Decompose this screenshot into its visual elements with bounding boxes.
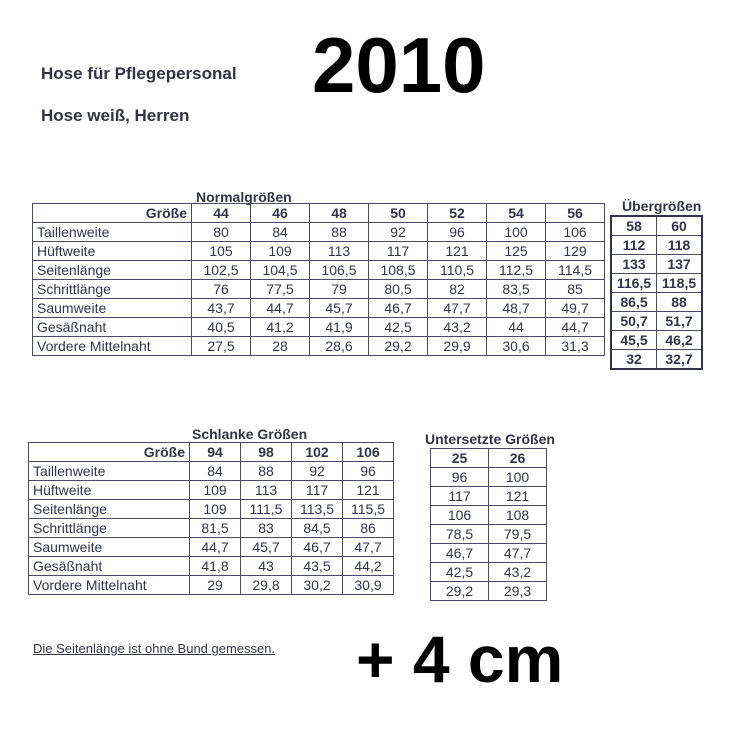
table-cell: 32,7 — [657, 350, 703, 370]
table-cell: 137 — [657, 255, 703, 274]
size-header: 46 — [251, 204, 310, 223]
row-label: Saumweite — [29, 538, 190, 557]
size-header: 106 — [343, 443, 394, 462]
table-row — [611, 255, 702, 274]
table-cell: 117 — [369, 242, 428, 261]
row-label: Schrittlänge — [29, 519, 190, 538]
table-cell: 82 — [428, 280, 487, 299]
size-header: 98 — [241, 443, 292, 462]
table-cell: 109 — [251, 242, 310, 261]
year-label: 2010 — [312, 21, 486, 109]
table-row — [431, 544, 547, 563]
table-cell: 129 — [546, 242, 605, 261]
table-cell: 121 — [489, 487, 547, 506]
size-header: 58 — [611, 216, 657, 236]
table-cell: 45,7 — [310, 299, 369, 318]
normal-sizes-table — [32, 203, 605, 356]
table-cell: 29,3 — [489, 582, 547, 601]
table-cell: 86,5 — [611, 293, 657, 312]
table-cell: 88 — [657, 293, 703, 312]
size-header: 44 — [192, 204, 251, 223]
size-header: 102 — [292, 443, 343, 462]
normal-caption: Normalgrößen — [196, 189, 292, 205]
table-cell: 44,7 — [251, 299, 310, 318]
table-cell: 84,5 — [292, 519, 343, 538]
table-row — [33, 261, 605, 280]
row-label: Vordere Mittelnaht — [33, 337, 192, 356]
table-cell: 112,5 — [487, 261, 546, 280]
table-row — [431, 506, 547, 525]
table-row — [33, 318, 605, 337]
table-cell: 79,5 — [489, 525, 547, 544]
table-row — [29, 500, 394, 519]
table-cell: 49,7 — [546, 299, 605, 318]
table-cell: 88 — [241, 462, 292, 481]
table-cell: 117 — [431, 487, 489, 506]
table-cell: 106,5 — [310, 261, 369, 280]
table-row — [33, 280, 605, 299]
table-cell: 125 — [487, 242, 546, 261]
table-row — [33, 337, 605, 356]
table-row — [431, 563, 547, 582]
stocky-caption: Untersetzte Größen — [425, 431, 555, 447]
table-cell: 105 — [192, 242, 251, 261]
table-row — [611, 331, 702, 350]
table-cell: 96 — [428, 223, 487, 242]
size-header: 26 — [489, 449, 547, 468]
table-header-row — [29, 443, 394, 462]
table-row — [611, 293, 702, 312]
table-cell: 92 — [292, 462, 343, 481]
table-row — [29, 538, 394, 557]
table-cell: 88 — [310, 223, 369, 242]
table-cell: 121 — [428, 242, 487, 261]
table-cell: 133 — [611, 255, 657, 274]
footnote: Die Seitenlänge ist ohne Bund gemessen. — [33, 641, 276, 656]
table-cell: 111,5 — [241, 500, 292, 519]
plus-4cm-label: + 4 cm — [356, 622, 564, 696]
table-cell: 83,5 — [487, 280, 546, 299]
table-row — [29, 481, 394, 500]
table-cell: 41,9 — [310, 318, 369, 337]
row-label: Vordere Mittelnaht — [29, 576, 190, 595]
table-row — [33, 223, 605, 242]
table-cell: 106 — [546, 223, 605, 242]
table-cell: 44,2 — [343, 557, 394, 576]
table-row — [611, 312, 702, 331]
table-cell: 113,5 — [292, 500, 343, 519]
table-cell: 43,2 — [428, 318, 487, 337]
table-cell: 44,7 — [190, 538, 241, 557]
table-cell: 29,2 — [431, 582, 489, 601]
table-cell: 77,5 — [251, 280, 310, 299]
table-cell: 29,8 — [241, 576, 292, 595]
table-cell: 46,2 — [657, 331, 703, 350]
table-cell: 100 — [489, 468, 547, 487]
table-cell: 109 — [190, 500, 241, 519]
table-cell: 110,5 — [428, 261, 487, 280]
table-row — [431, 487, 547, 506]
size-header: 56 — [546, 204, 605, 223]
table-cell: 41,8 — [190, 557, 241, 576]
table-cell: 44,7 — [546, 318, 605, 337]
row-label: Hüftweite — [29, 481, 190, 500]
table-row — [33, 299, 605, 318]
table-row — [611, 350, 702, 370]
table-cell: 109 — [190, 481, 241, 500]
table-row — [611, 274, 702, 293]
size-header: 60 — [657, 216, 703, 236]
table-cell: 45,7 — [241, 538, 292, 557]
table-row — [431, 525, 547, 544]
table-cell: 29,9 — [428, 337, 487, 356]
table-cell: 104,5 — [251, 261, 310, 280]
table-row — [611, 236, 702, 255]
row-label: Taillenweite — [33, 223, 192, 242]
table-cell: 43,2 — [489, 563, 547, 582]
size-header: 48 — [310, 204, 369, 223]
row-label: Seitenlänge — [29, 500, 190, 519]
table-cell: 85 — [546, 280, 605, 299]
slim-caption: Schlanke Größen — [192, 426, 308, 442]
table-cell: 92 — [369, 223, 428, 242]
size-header: 94 — [190, 443, 241, 462]
title-line-1: Hose für Pflegepersonal — [41, 64, 237, 83]
table-cell: 102,5 — [192, 261, 251, 280]
table-cell: 81,5 — [190, 519, 241, 538]
table-row — [29, 462, 394, 481]
table-cell: 28 — [251, 337, 310, 356]
table-row — [29, 576, 394, 595]
table-cell: 113 — [241, 481, 292, 500]
table-cell: 113 — [310, 242, 369, 261]
row-label: Gesäßnaht — [29, 557, 190, 576]
table-cell: 80,5 — [369, 280, 428, 299]
row-label: Seitenlänge — [33, 261, 192, 280]
table-cell: 78,5 — [431, 525, 489, 544]
table-cell: 47,7 — [489, 544, 547, 563]
table-cell: 46,7 — [292, 538, 343, 557]
table-cell: 42,5 — [431, 563, 489, 582]
over-sizes-table — [610, 215, 703, 370]
stocky-sizes-table — [430, 448, 547, 601]
table-cell: 46,7 — [369, 299, 428, 318]
table-cell: 96 — [431, 468, 489, 487]
row-label: Gesäßnaht — [33, 318, 192, 337]
table-cell: 48,7 — [487, 299, 546, 318]
size-header: 25 — [431, 449, 489, 468]
table-cell: 108,5 — [369, 261, 428, 280]
row-label: Saumweite — [33, 299, 192, 318]
table-row — [431, 582, 547, 601]
table-cell: 42,5 — [369, 318, 428, 337]
table-cell: 30,6 — [487, 337, 546, 356]
size-header: 54 — [487, 204, 546, 223]
slim-sizes-table — [28, 442, 394, 595]
table-cell: 96 — [343, 462, 394, 481]
table-cell: 27,5 — [192, 337, 251, 356]
table-cell: 84 — [251, 223, 310, 242]
table-header-row — [431, 449, 547, 468]
table-cell: 47,7 — [343, 538, 394, 557]
table-cell: 117 — [292, 481, 343, 500]
table-header-row — [611, 216, 702, 236]
table-cell: 43,7 — [192, 299, 251, 318]
table-cell: 118 — [657, 236, 703, 255]
table-cell: 31,3 — [546, 337, 605, 356]
table-cell: 118,5 — [657, 274, 703, 293]
table-row — [29, 519, 394, 538]
table-cell: 115,5 — [343, 500, 394, 519]
table-row — [29, 557, 394, 576]
table-cell: 106 — [431, 506, 489, 525]
table-cell: 116,5 — [611, 274, 657, 293]
table-cell: 50,7 — [611, 312, 657, 331]
table-cell: 30,2 — [292, 576, 343, 595]
table-cell: 47,7 — [428, 299, 487, 318]
table-cell: 44 — [487, 318, 546, 337]
table-cell: 108 — [489, 506, 547, 525]
table-cell: 43 — [241, 557, 292, 576]
table-row — [33, 242, 605, 261]
table-cell: 51,7 — [657, 312, 703, 331]
size-header: 50 — [369, 204, 428, 223]
table-cell: 80 — [192, 223, 251, 242]
table-cell: 100 — [487, 223, 546, 242]
table-cell: 30,9 — [343, 576, 394, 595]
row-label: Taillenweite — [29, 462, 190, 481]
table-cell: 114,5 — [546, 261, 605, 280]
size-header: 52 — [428, 204, 487, 223]
table-cell: 86 — [343, 519, 394, 538]
over-caption: Übergrößen — [622, 198, 702, 214]
table-cell: 79 — [310, 280, 369, 299]
table-cell: 29,2 — [369, 337, 428, 356]
table-cell: 121 — [343, 481, 394, 500]
table-cell: 43,5 — [292, 557, 343, 576]
table-cell: 41,2 — [251, 318, 310, 337]
table-cell: 29 — [190, 576, 241, 595]
table-cell: 46,7 — [431, 544, 489, 563]
table-cell: 84 — [190, 462, 241, 481]
title-line-2: Hose weiß, Herren — [41, 106, 190, 125]
table-cell: 28,6 — [310, 337, 369, 356]
table-cell: 40,5 — [192, 318, 251, 337]
row-label: Hüftweite — [33, 242, 192, 261]
table-cell: 32 — [611, 350, 657, 370]
row-label: Schrittlänge — [33, 280, 192, 299]
table-cell: 76 — [192, 280, 251, 299]
size-header-label: Größe — [29, 443, 190, 462]
table-cell: 45,5 — [611, 331, 657, 350]
table-cell: 83 — [241, 519, 292, 538]
table-row — [431, 468, 547, 487]
table-header-row — [33, 204, 605, 223]
table-cell: 112 — [611, 236, 657, 255]
size-header-label: Größe — [33, 204, 192, 223]
